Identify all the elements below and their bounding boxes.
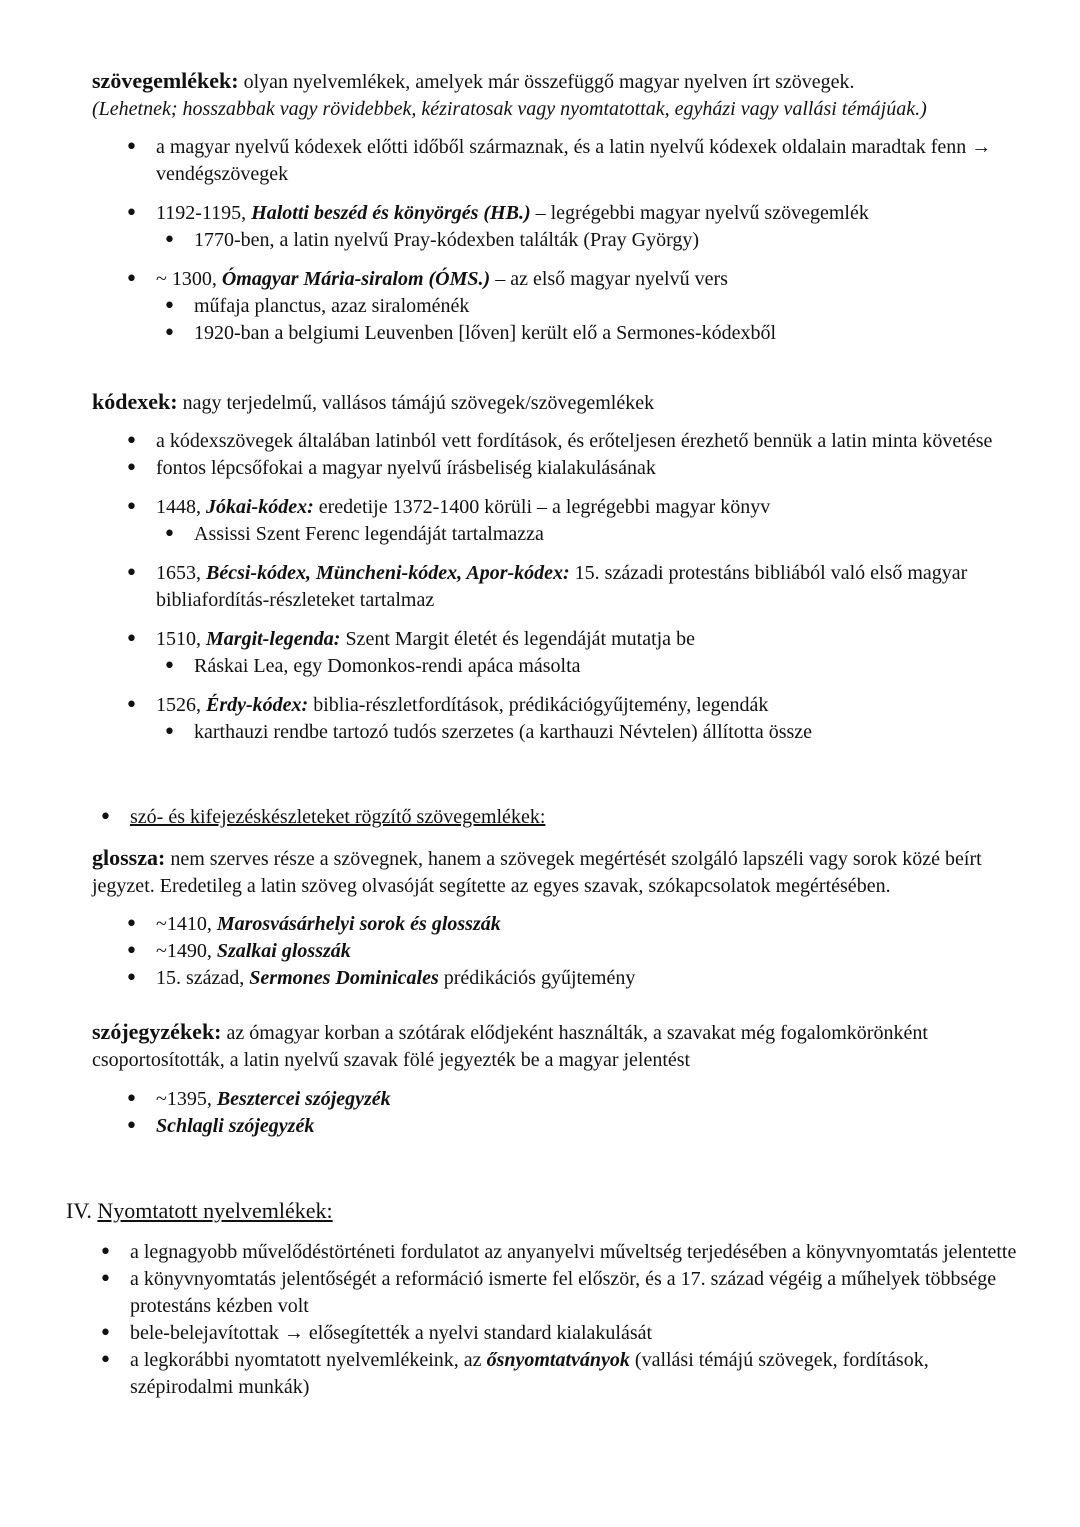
item-title: Sermones Dominicales xyxy=(249,967,439,989)
list-item xyxy=(130,804,1020,831)
item-text: a legkorábbi nyomtatott nyelvemlékeink, az xyxy=(130,1349,487,1371)
list-item xyxy=(130,1347,1020,1401)
item-text: műfaja planctus, azaz siraloménék xyxy=(194,295,470,317)
list-item xyxy=(156,560,1016,614)
item-title: Bécsi-kódex, Müncheni-kódex, Apor-kódex: xyxy=(206,562,570,584)
item-date: 1653, xyxy=(156,562,206,584)
sublist-item xyxy=(194,320,1016,347)
item-text: 1920-ban a belgiumi Leuvenben [lőven] került elő a Sermones-kódexből xyxy=(194,322,777,344)
definition-text: nagy terjedelmű, vallásos támájú szövegek/szövegemlékek xyxy=(177,392,655,414)
list-item xyxy=(156,134,1016,188)
list-item xyxy=(130,1266,1020,1320)
list-item xyxy=(156,965,1016,992)
parenthetical-note: (Lehetnek; hosszabbak vagy rövidebbek, kéziratosak vagy nyomtatottak, egyházi vagy vallási témájúak.) xyxy=(92,98,927,120)
list-item xyxy=(156,692,1016,746)
term-szovegemlekek: szövegemlékek: xyxy=(92,68,239,93)
item-text: a kódexszövegek általában latinból vett fordítások, és erőteljesen érezhető bennük a latin minta követése xyxy=(156,430,993,452)
list-item xyxy=(130,1320,1020,1347)
item-date: ~1490, xyxy=(156,940,217,962)
item-title: Margit-legenda: xyxy=(206,628,341,650)
item-date: ~1395, xyxy=(156,1088,217,1110)
definition-text: nem szerves része a szövegnek, hanem a szövegek megértését szolgáló lapszéli vagy sorok közé beírt jegyzet. Eredetileg a latin szöveg olvasóját segítette az egyes szavak, szókapcsolatok megértésében. xyxy=(92,848,982,897)
sublist xyxy=(156,719,1016,746)
szojegyzekek-list xyxy=(156,1086,1016,1140)
item-title: Érdy-kódex: xyxy=(206,694,309,716)
item-title: Halotti beszéd és könyörgés (HB.) xyxy=(251,202,531,224)
item-title: Szalkai glosszák xyxy=(216,940,351,962)
sublist xyxy=(156,227,1016,254)
glossza-list xyxy=(156,911,1016,992)
term-glossza: glossza: xyxy=(92,845,166,870)
szovegemlekek-definition xyxy=(92,67,1027,123)
section-title: Nyomtatott nyelvemlékek: xyxy=(97,1198,333,1223)
section-number: IV. xyxy=(66,1198,98,1223)
list-item xyxy=(156,911,1016,938)
sublist-item xyxy=(194,521,1016,548)
list-item xyxy=(156,455,1016,482)
item-text: a legnagyobb művelődéstörténeti fordulatot az anyanyelvi műveltség terjedésében a könyvnyomtatás jelentette xyxy=(130,1241,1017,1263)
item-text: a magyar nyelvű kódexek előtti időből származnak, és a latin nyelvű kódexek oldalain maradtak fenn → vendégszövegek xyxy=(156,136,992,185)
section-heading xyxy=(66,1197,333,1224)
item-date: 1526, xyxy=(156,694,206,716)
term-szojegyzekek: szójegyzékek: xyxy=(92,1019,222,1044)
item-title: Ómagyar Mária-siralom (ÓMS.) xyxy=(221,268,491,290)
szojegyzekek-definition xyxy=(92,1018,1027,1074)
sublist xyxy=(156,653,1016,680)
item-date: 1510, xyxy=(156,628,206,650)
item-title: ősnyomtatványok xyxy=(486,1349,630,1371)
list-item xyxy=(156,428,1016,455)
item-text: eredetije 1372-1400 körüli – a legrégebbi magyar könyv xyxy=(313,496,771,518)
list-item xyxy=(156,1086,1016,1113)
item-date: ~1410, xyxy=(156,913,217,935)
item-text: – legrégebbi magyar nyelvű szövegemlék xyxy=(530,202,869,224)
item-title: Jókai-kódex: xyxy=(206,496,314,518)
sublist xyxy=(156,293,1016,347)
nyomtatott-list xyxy=(130,1239,1020,1401)
item-text: Szent Margit életét és legendáját mutatja be xyxy=(340,628,695,650)
list-item xyxy=(156,494,1016,548)
item-title: Schlagli szójegyzék xyxy=(156,1115,315,1137)
szovegemlekek-list xyxy=(156,134,1016,347)
sublist-item xyxy=(194,293,1016,320)
sublist xyxy=(156,521,1016,548)
item-text: Ráskai Lea, egy Domonkos-rendi apáca másolta xyxy=(194,655,581,677)
definition-text: olyan nyelvemlékek, amelyek már összefüggő magyar nyelven írt szövegek. xyxy=(238,71,855,93)
list-item xyxy=(156,938,1016,965)
item-text: 1770-ben, a latin nyelvű Pray-kódexben találták (Pray György) xyxy=(194,229,700,251)
item-text: a könyvnyomtatás jelentőségét a reformáció ismerte fel először, és a 17. század végéig a műhelyek többsége protestáns kézben volt xyxy=(130,1268,997,1317)
list-item xyxy=(156,200,1016,254)
sublist-item xyxy=(194,719,1016,746)
sublist-item xyxy=(194,227,1016,254)
item-title: Besztercei szójegyzék xyxy=(216,1088,391,1110)
list-item xyxy=(156,626,1016,680)
section-label: szó- és kifejezéskészleteket rögzítő szövegemlékek: xyxy=(130,806,546,828)
kodexek-definition xyxy=(92,388,1027,417)
item-text: Assissi Szent Ferenc legendáját tartalmazza xyxy=(194,523,544,545)
item-date: 15. század, xyxy=(156,967,250,989)
list-item xyxy=(156,1113,1016,1140)
item-text: – az első magyar nyelvű vers xyxy=(490,268,728,290)
list-item xyxy=(156,266,1016,347)
item-title: Marosvásárhelyi sorok és glosszák xyxy=(216,913,501,935)
item-date: 1448, xyxy=(156,496,206,518)
kodexek-list xyxy=(156,428,1016,746)
item-text: biblia-részletfordítások, prédikációgyűjtemény, legendák xyxy=(308,694,769,716)
item-text: karthauzi rendbe tartozó tudós szerzetes (a karthauzi Névtelen) állította össze xyxy=(194,721,813,743)
szo-kifejezes-list xyxy=(130,804,1020,831)
term-kodexek: kódexek: xyxy=(92,389,178,414)
list-item xyxy=(130,1239,1020,1266)
item-text: prédikációs gyűjtemény xyxy=(438,967,636,989)
sublist-item xyxy=(194,653,1016,680)
item-text: bele-belejavítottak → elősegítették a nyelvi standard kialakulását xyxy=(130,1322,653,1344)
glossza-definition xyxy=(92,844,1027,900)
definition-text: az ómagyar korban a szótárak elődjeként használták, a szavakat még fogalomkörönként csoportosították, a latin nyelvű szavak fölé jegyezték be a magyar jelentést xyxy=(92,1022,928,1071)
item-date: 1192-1195, xyxy=(156,202,252,224)
item-text: fontos lépcsőfokai a magyar nyelvű írásbeliség kialakulásának xyxy=(156,457,656,479)
item-text: 15. századi protestáns bibliából való első magyar bibliafordítás-részleteket tartalmaz xyxy=(156,562,968,611)
item-text: (vallási témájú szövegek, fordítások, szépirodalmi munkák) xyxy=(130,1349,929,1398)
item-date: ~ 1300, xyxy=(156,268,222,290)
